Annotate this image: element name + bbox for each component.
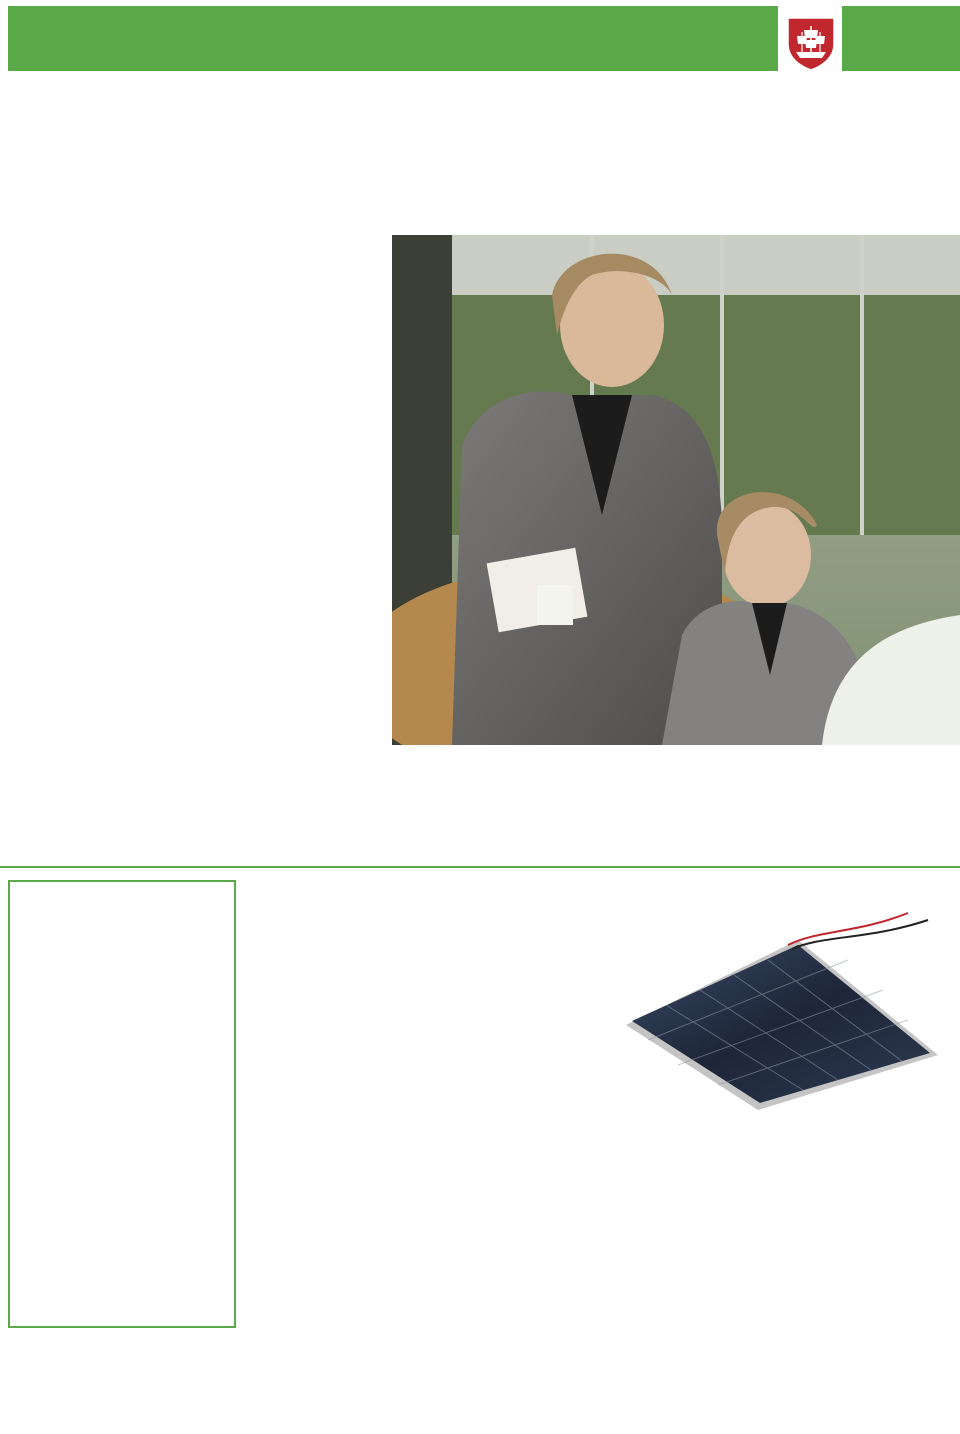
article-column-1 — [8, 331, 184, 341]
solar-column-3 — [611, 1167, 777, 1177]
solar-column-4 — [790, 1167, 956, 1177]
meeting-photo — [392, 235, 960, 745]
article-column-2 — [200, 331, 377, 341]
section-divider — [0, 866, 960, 868]
header-banner-right — [842, 6, 960, 71]
bastad-crest-icon — [782, 14, 840, 72]
header-banner — [8, 6, 778, 71]
solar-cell-photo — [608, 905, 960, 1115]
editor-info — [330, 1361, 630, 1363]
water-notice-box — [8, 880, 236, 1328]
